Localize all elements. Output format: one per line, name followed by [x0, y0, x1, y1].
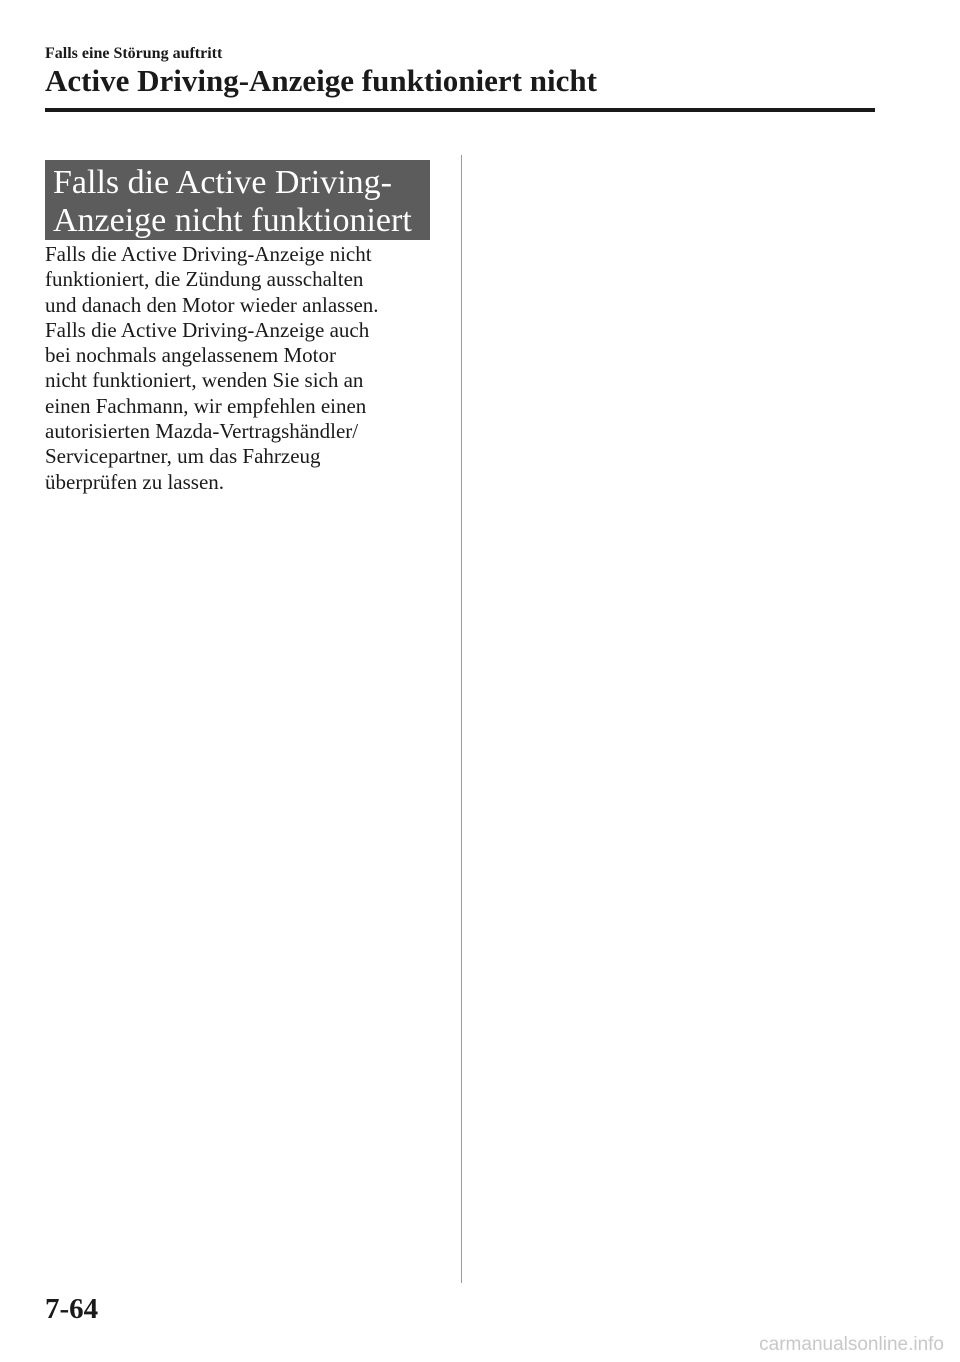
title-rule — [45, 108, 875, 112]
body-line: einen Fachmann, wir empfehlen einen — [45, 393, 367, 418]
page-number: 7-64 — [45, 1293, 99, 1325]
column-divider — [461, 155, 462, 1283]
section-heading-line: Falls die Active Driving- — [53, 164, 393, 201]
body-line: Falls die Active Driving-Anzeige nicht — [45, 242, 372, 266]
section-body — [45, 242, 430, 495]
body-line: und danach den Motor wieder anlassen. — [45, 292, 379, 317]
page-title: Active Driving-Anzeige funktioniert nicht — [45, 63, 597, 98]
body-line: autorisierten Mazda-Vertragshändler/ — [45, 419, 359, 444]
chapter-label: Falls eine Störung auftritt — [45, 45, 223, 62]
body-line: Servicepartner, um das Fahrzeug — [45, 444, 321, 469]
watermark: carmanualsonline.info — [759, 1334, 944, 1355]
body-line: funktioniert, die Zündung ausschalten — [45, 267, 364, 292]
body-line: überprüfen zu lassen. — [45, 469, 225, 494]
section-heading-line: Anzeige nicht funktioniert — [53, 202, 412, 239]
body-line: bei nochmals angelassenem Motor — [45, 343, 337, 368]
body-line: nicht funktioniert, wenden Sie sich an — [45, 368, 364, 393]
section-heading — [45, 160, 430, 240]
body-line: Falls die Active Driving-Anzeige auch — [45, 317, 370, 342]
